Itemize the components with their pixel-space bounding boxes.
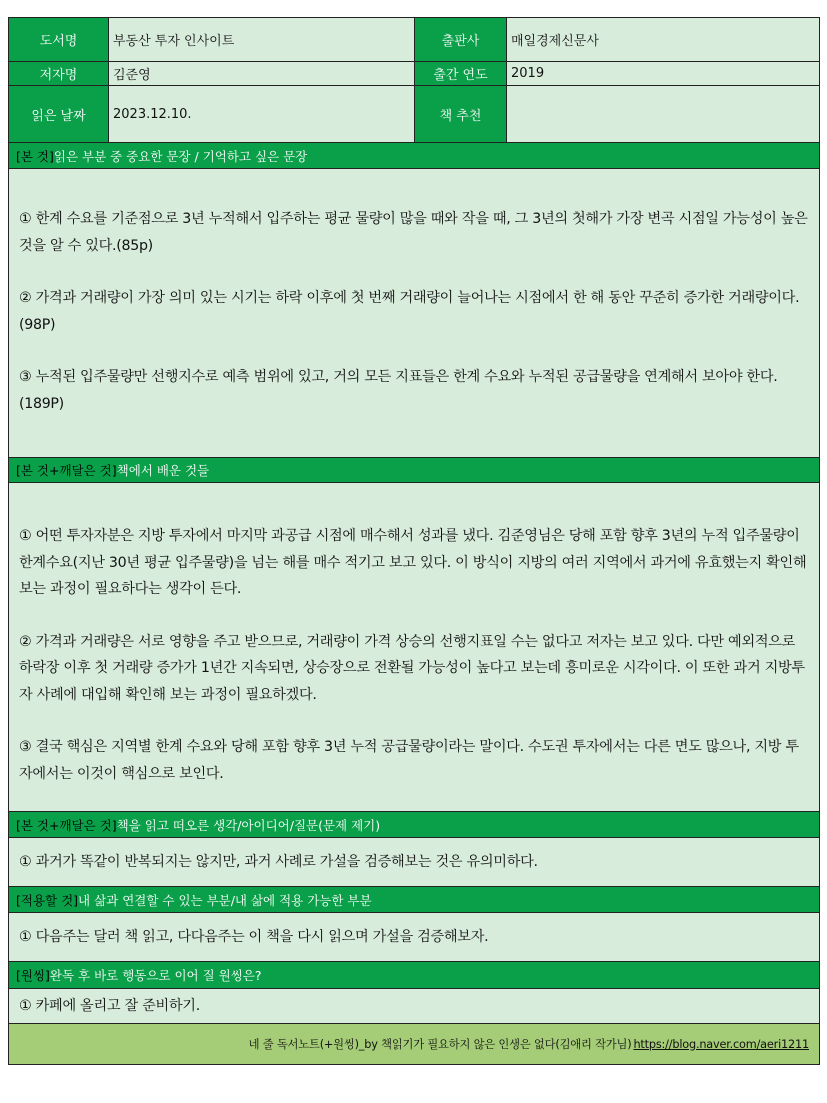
publisher-value: 매일경제신문사 bbox=[507, 18, 819, 61]
pub-year-value: 2019 bbox=[507, 62, 819, 85]
section-header-apply bbox=[9, 886, 819, 913]
info-row-author bbox=[9, 62, 819, 86]
paragraph: ① 다음주는 달러 책 읽고, 다다음주는 이 책을 다시 읽으며 가설을 검증해보자. bbox=[19, 928, 489, 945]
author-value: 김준영 bbox=[109, 62, 415, 85]
section-tag: [원씽] bbox=[16, 968, 50, 983]
section-body-ideas bbox=[9, 838, 819, 886]
info-row-title bbox=[9, 18, 819, 62]
footer-text: 네 줄 독서노트(+원씽)_by 책읽기가 필요하지 않은 인생은 없다(김애리 작가님) bbox=[248, 1038, 632, 1051]
paragraph: ① 과거가 똑같이 반복되지는 않지만, 과거 사례로 가설을 검증해보는 것은 유의미하다. bbox=[19, 853, 538, 870]
section-tag: [적용할 것] bbox=[16, 892, 79, 908]
section-title: 완독 후 바로 행동으로 이어 질 원씽은? bbox=[49, 968, 262, 983]
paragraph: ① 어떤 투자자분은 지방 투자에서 마지막 과공급 시점에 매수해서 성과를 냈다. 김준영님은 당해 포함 향후 3년의 누적 입주물량이 한계수요(지난 30년 평균 입주물량)을 넘는 해를 매수 적기고 보고 있다. 이 방식이 지방의 여러 지역에서 과거에 유효했는지 확인해 보는 과정이 필요하다는 생각이 든다. bbox=[19, 528, 807, 597]
footer-blog-link[interactable]: https://blog.naver.com/aeri1211 bbox=[633, 1037, 809, 1051]
section-body-onething bbox=[9, 989, 819, 1023]
section-title: 읽은 부분 중 중요한 문장 / 기억하고 싶은 문장 bbox=[53, 148, 308, 164]
paragraph: ① 카페에 올리고 잘 준비하기. bbox=[19, 997, 200, 1014]
book-title-value: 부동산 투자 인사이트 bbox=[109, 18, 415, 61]
section-body-quotes bbox=[9, 169, 819, 457]
publisher-label: 출판사 bbox=[415, 18, 507, 61]
section-tag: [본 것+깨달은 것] bbox=[16, 463, 117, 478]
pub-year-label: 출간 연도 bbox=[415, 62, 507, 85]
section-title: 책을 읽고 떠오른 생각/아이디어/질문(문제 제기) bbox=[116, 817, 381, 833]
info-row-date bbox=[9, 86, 819, 142]
section-body-apply bbox=[9, 913, 819, 961]
paragraph: ① 한계 수요를 기준점으로 3년 누적해서 입주하는 평균 물량이 많을 때와 작을 때, 그 3년의 첫해가 가장 변곡 시점일 가능성이 높은 것을 알 수 있다.(85p) bbox=[19, 211, 808, 254]
paragraph: ② 가격과 거래량은 서로 영향을 주고 받으므로, 거래량이 가격 상승의 선행지표일 수는 없다고 저자는 보고 있다. 다만 예외적으로 하락장 이후 첫 거래량 증가가 1년간 지속되면, 상승장으로 전환될 가능성이 높다고 보는데 흥미로운 시각이다. 이 또한 과거 지방투자 사례에 대입해 확인해 보는 과정이 필요하겠다. bbox=[19, 633, 805, 703]
reading-note-sheet bbox=[8, 17, 820, 1065]
footer-credit bbox=[9, 1023, 819, 1064]
paragraph: ② 가격과 거래량이 가장 의미 있는 시기는 하락 이후에 첫 번째 거래량이 늘어나는 시점에서 한 해 동안 꾸준히 증가한 거래량이다.(98P) bbox=[19, 290, 800, 333]
section-title: 내 삶과 연결할 수 있는 부분/내 삶에 적용 가능한 부분 bbox=[78, 892, 372, 908]
section-header-onething bbox=[9, 961, 819, 989]
section-header-ideas bbox=[9, 811, 819, 838]
section-tag: [본 것] bbox=[16, 148, 54, 164]
section-header-quotes bbox=[9, 142, 819, 169]
section-tag: [본 것+깨달은 것] bbox=[16, 817, 117, 833]
author-label: 저자명 bbox=[9, 62, 109, 85]
section-header-learned bbox=[9, 457, 819, 483]
recommend-value bbox=[507, 86, 819, 142]
book-title-label: 도서명 bbox=[9, 18, 109, 61]
recommend-label: 책 추천 bbox=[415, 86, 507, 142]
read-date-label: 읽은 날짜 bbox=[9, 86, 109, 142]
section-body-learned bbox=[9, 483, 819, 811]
paragraph: ③ 결국 핵심은 지역별 한계 수요와 당해 포함 향후 3년 누적 공급물량이라는 말이다. 수도권 투자에서는 다른 면도 많으나, 지방 투자에서는 이것이 핵심으로 보인다. bbox=[19, 739, 799, 782]
read-date-value: 2023.12.10. bbox=[109, 86, 415, 142]
section-title: 책에서 배운 것들 bbox=[116, 463, 210, 478]
paragraph: ③ 누적된 입주물량만 선행지수로 예측 범위에 있고, 거의 모든 지표들은 한계 수요와 누적된 공급물량을 연계해서 보아야 한다.(189P) bbox=[19, 369, 778, 412]
